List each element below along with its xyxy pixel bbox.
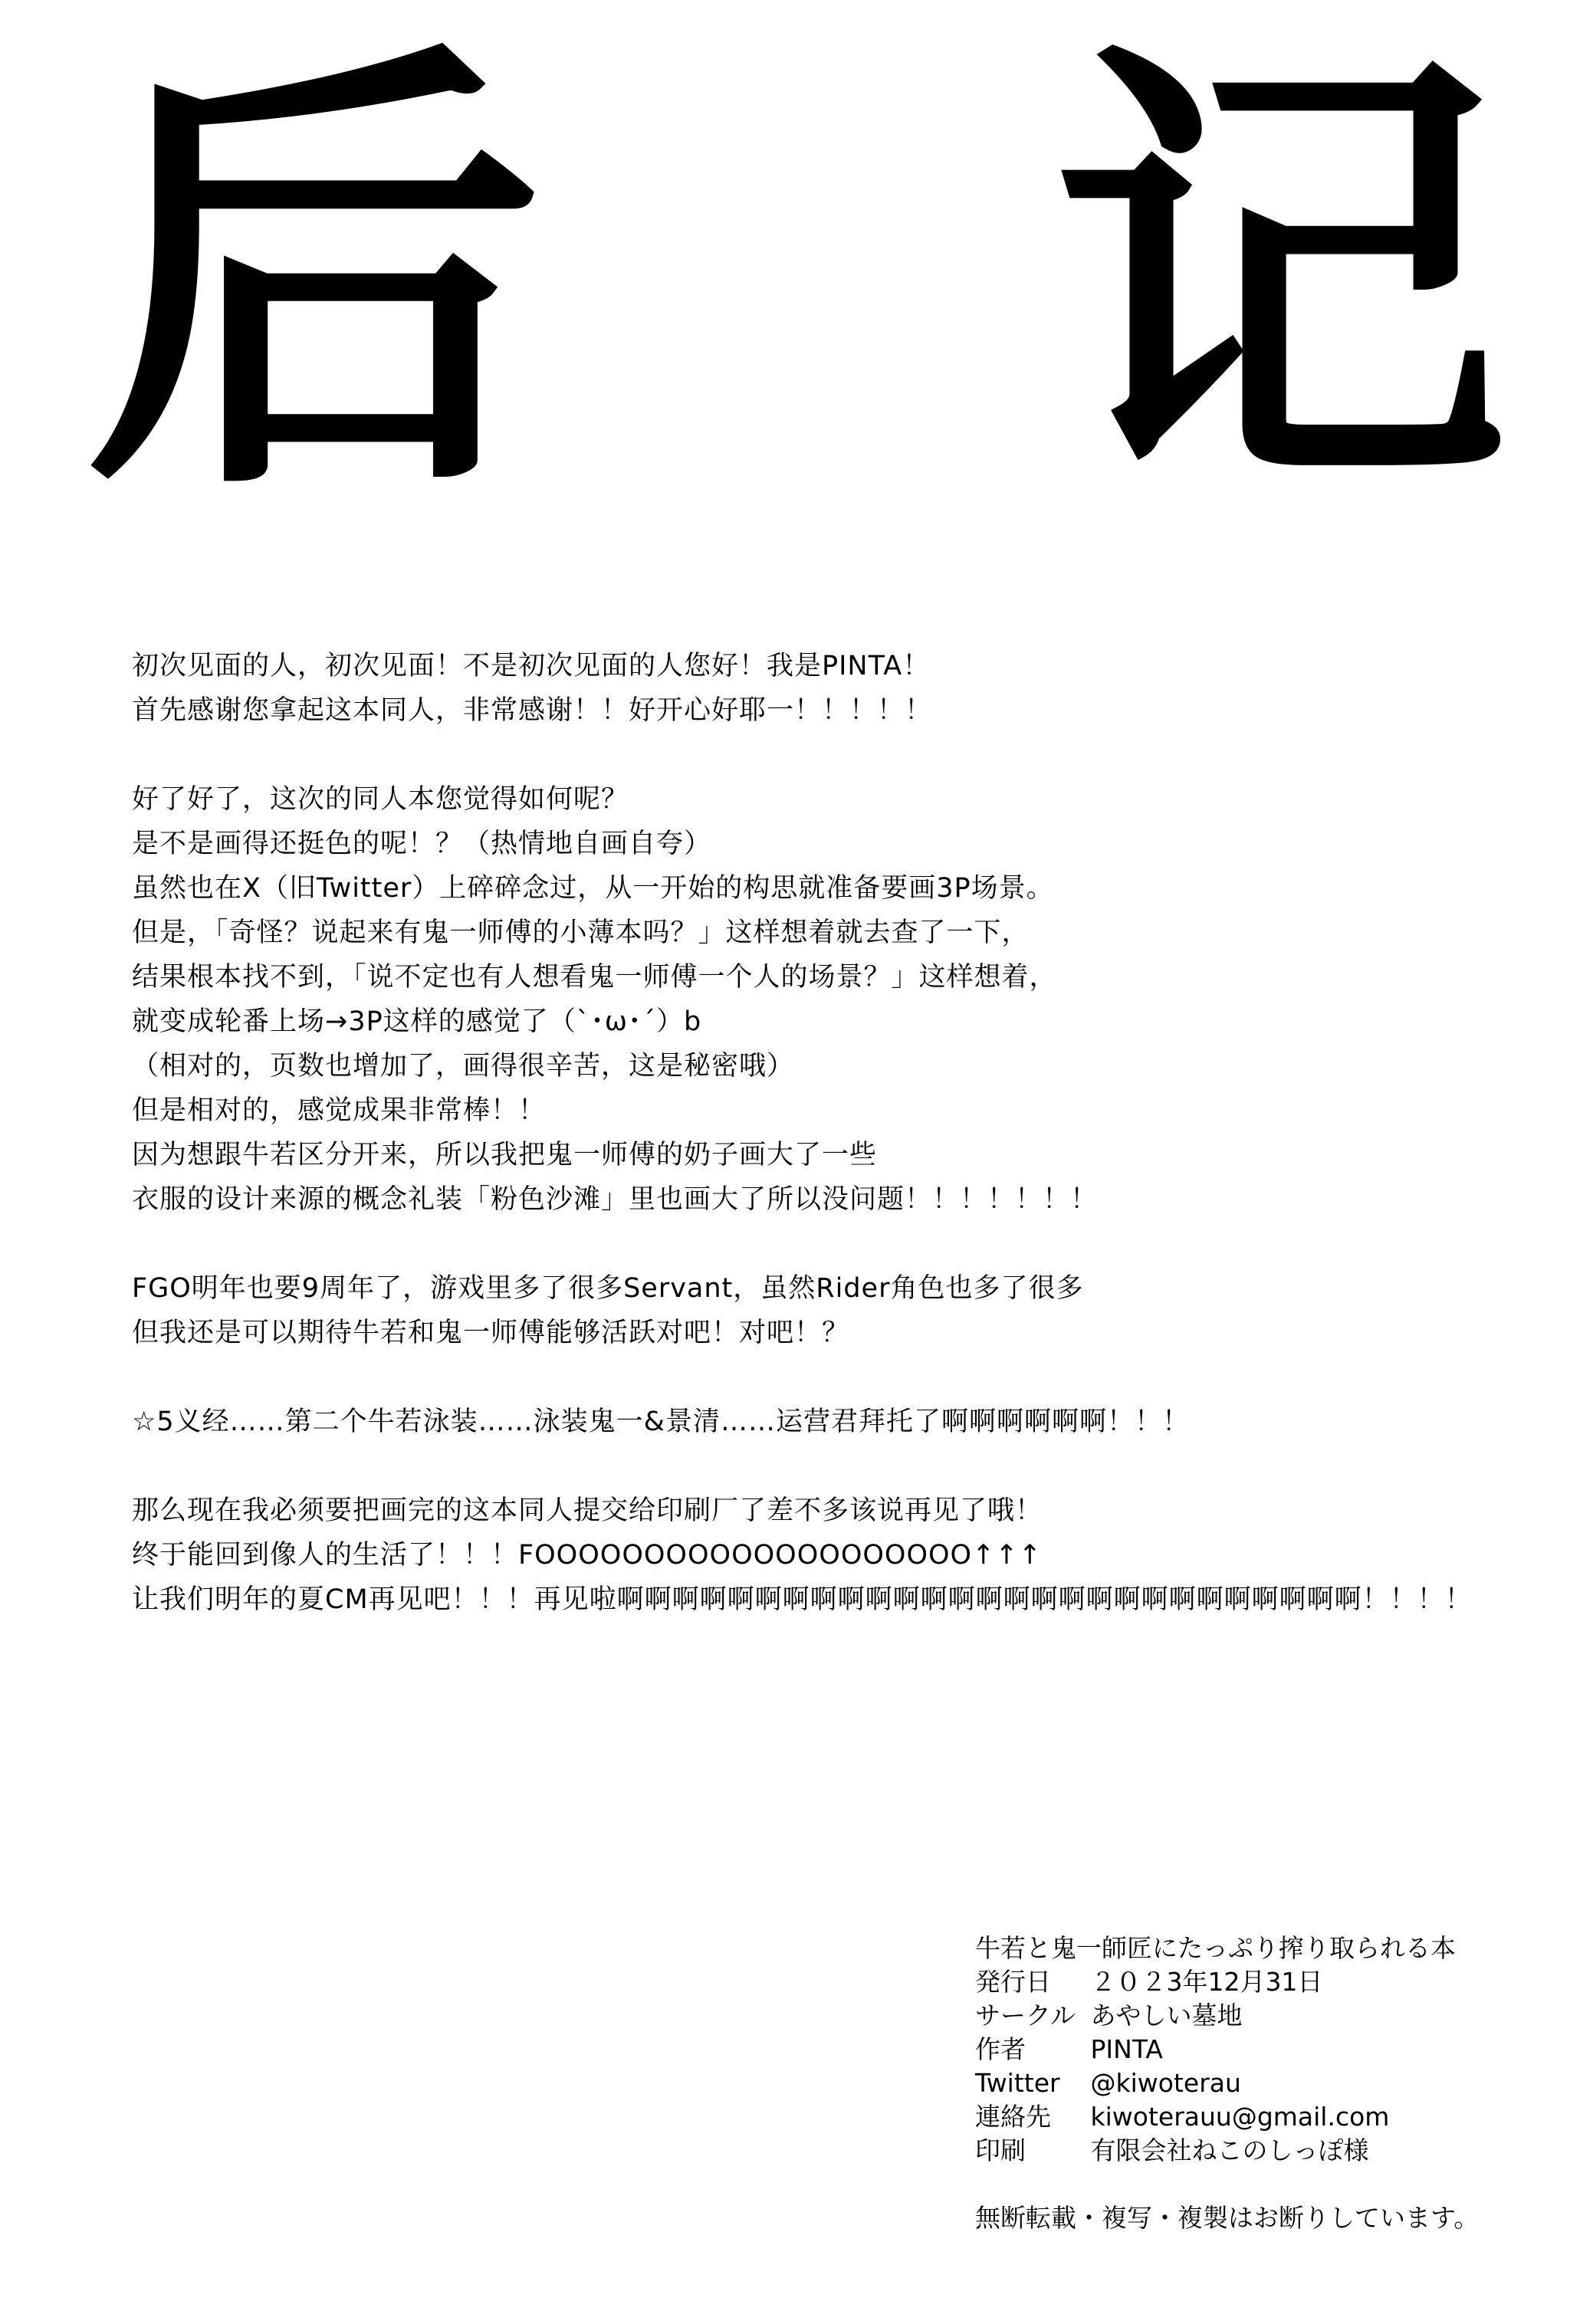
colophon-value: あやしい墓地 [1090, 2001, 1243, 2030]
text-line: 但我还是可以期待牛若和鬼一师傅能够活跃对吧！对吧！？ [132, 1318, 850, 1348]
text-line: 衣服的设计来源的概念礼装「粉色沙滩」里也画大了所以没问题！！！！！！！ [132, 1184, 1099, 1215]
colophon-label: 発行日 [975, 1967, 1051, 1997]
text-line: ☆5义经……第二个牛若泳装……泳装鬼一&景清……运营君拜托了啊啊啊啊啊啊！！！ [132, 1407, 1190, 1437]
colophon-label: 作者 [975, 2034, 1026, 2064]
colophon-value: PINTA [1090, 2034, 1163, 2064]
text-line: 首先感谢您拿起这本同人，非常感谢！！好开心好耶一！！！！！ [132, 695, 933, 726]
paragraph [132, 1489, 1573, 1622]
text-line: 因为想跟牛若区分开来，所以我把鬼一师傅的奶子画大了一些 [132, 1140, 878, 1170]
text-line: 结果根本找不到，「说不定也有人想看鬼一师傅一个人的场景？」这样想着， [132, 962, 1057, 993]
colophon-value: 有限会社ねこのしっぽ様 [1090, 2135, 1369, 2165]
colophon-row-author [975, 2033, 1581, 2066]
paragraph [132, 777, 1573, 1222]
text-line: 那么现在我必须要把画完的这本同人提交给印刷厂了差不多该说再见了哦！ [132, 1495, 1043, 1526]
text-line: （相对的，页数也增加了，画得很辛苦，这是秘密哦） [132, 1051, 795, 1082]
text-line: 让我们明年的夏CM再见吧！！！再见啦啊啊啊啊啊啊啊啊啊啊啊啊啊啊啊啊啊啊啊啊啊啊啊啊啊啊啊！！！！ [132, 1584, 1473, 1615]
colophon-label: 印刷 [975, 2135, 1026, 2165]
paragraph [132, 1266, 1573, 1355]
paragraph [132, 644, 1573, 733]
text-line: 是不是画得还挺色的呢！？（热情地自画自夸） [132, 829, 712, 859]
text-line: 初次见面的人，初次见面！不是初次见面的人您好！我是PINTA！ [132, 651, 931, 681]
colophon-value: ２０２3年12月31日 [1090, 1967, 1323, 1997]
text-line: 但是，「奇怪？说起来有鬼一师傅的小薄本吗？」这样想着就去查了一下， [132, 917, 1030, 948]
paragraph [132, 1400, 1573, 1444]
colophon-book-title: 牛若と鬼一師匠にたっぷり搾り取られる本 [975, 1933, 1456, 1963]
text-line: 终于能回到像人的生活了！！！FOOOOOOOOOOOOOOOOOOOO↑↑↑ [132, 1540, 1043, 1571]
colophon-value: kiwoterauu@gmail.com [1090, 2102, 1390, 2132]
colophon-row-twitter [975, 2066, 1581, 2100]
text-line: 但是相对的，感觉成果非常棒！！ [132, 1095, 547, 1126]
title-char-right: 记 [1050, 5, 1510, 546]
colophon-label: 連絡先 [975, 2102, 1051, 2132]
colophon-label: サークル [975, 2001, 1076, 2030]
text-line: 好了好了，这次的同人本您觉得如何呢？ [132, 784, 629, 815]
colophon-row-publish-date [975, 1965, 1581, 1999]
afterword-body [132, 644, 1573, 1666]
colophon-row-printer [975, 2134, 1581, 2168]
title-char-left: 后 [84, 5, 544, 546]
colophon-row-circle [975, 1999, 1581, 2033]
colophon [975, 1932, 1581, 2235]
text-line: 虽然也在X（旧Twitter）上碎碎念过，从一开始的构思就准备要画3P场景。 [132, 873, 1054, 904]
copyright-notice: 無断転載・複写・複製はお断りしています。 [975, 2203, 1480, 2233]
colophon-value: @kiwoterau [1090, 2068, 1241, 2098]
text-line: 就变成轮番上场→3P这样的感觉了（`･ω･´）b [132, 1006, 702, 1037]
colophon-label: Twitter [975, 2068, 1060, 2098]
text-line: FGO明年也要9周年了，游戏里多了很多Servant，虽然Rider角色也多了很多 [132, 1273, 1084, 1304]
colophon-row-contact [975, 2100, 1581, 2134]
